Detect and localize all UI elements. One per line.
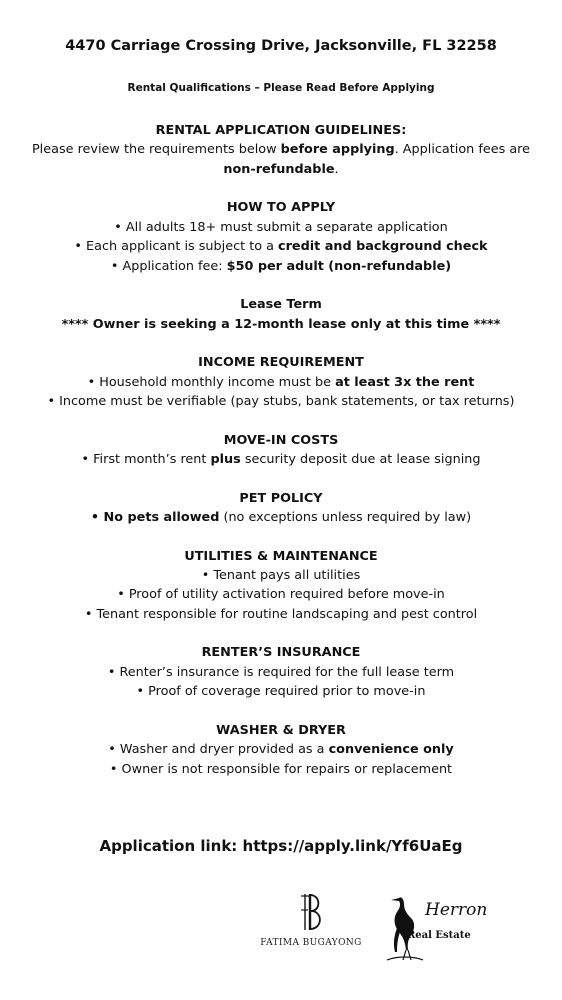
washer-dryer-item <box>14 740 548 759</box>
move-in-section <box>14 431 548 470</box>
requirements-content <box>14 121 548 798</box>
income-item: • Income must be verifiable (pay stubs, bank statements, or tax returns) <box>47 394 515 410</box>
utilities-heading: UTILITIES & MAINTENANCE <box>184 548 378 564</box>
brokerage-logo <box>385 892 495 964</box>
lease-term-note: **** Owner is seeking a 12-month lease only at this time **** <box>61 316 501 332</box>
insurance-item: • Renter’s insurance is required for the full lease term <box>107 664 455 680</box>
property-address: 4470 Carriage Crossing Drive, Jacksonville, FL 32258 <box>65 38 497 54</box>
agent-name: FATIMA BUGAYONG <box>260 938 362 948</box>
pet-policy-section <box>14 489 548 528</box>
insurance-item: • Proof of coverage required prior to move-in <box>136 684 426 700</box>
lease-term-heading: Lease Term <box>240 297 322 313</box>
guidelines-emphasis: before applying <box>280 142 395 158</box>
guidelines-heading: RENTAL APPLICATION GUIDELINES: <box>155 123 407 138</box>
move-in-heading: MOVE-IN COSTS <box>223 432 339 448</box>
item-emphasis: plus <box>210 452 241 468</box>
flyer-subtitle: Rental Qualifications – Please Read Before Applying <box>127 82 435 94</box>
washer-dryer-section <box>14 721 548 779</box>
how-to-apply-item <box>14 237 548 256</box>
utilities-item: • Tenant responsible for routine landscaping and pest control <box>84 606 478 622</box>
item-emphasis: at least 3x the rent <box>335 374 475 390</box>
insurance-heading: RENTER’S INSURANCE <box>201 645 361 661</box>
washer-dryer-item: • Owner is not responsible for repairs or replacement <box>109 761 453 777</box>
utilities-item: • Proof of utility activation required before move-in <box>117 587 445 603</box>
heron-bird-icon <box>385 892 425 962</box>
lease-term-section <box>14 295 548 334</box>
item-text: • Application fee: <box>110 258 227 274</box>
item-emphasis: convenience only <box>328 742 454 758</box>
item-text: • Washer and dryer provided as a <box>108 742 329 758</box>
item-text: • Household monthly income must be <box>87 374 336 390</box>
brokerage-script-name: Herron <box>425 900 488 920</box>
washer-dryer-heading: WASHER & DRYER <box>216 722 346 738</box>
item-emphasis: • No pets allowed <box>90 510 220 526</box>
fb-monogram-icon <box>299 892 325 932</box>
utilities-section <box>14 547 548 625</box>
pet-policy-heading: PET POLICY <box>239 490 323 506</box>
item-text: • First month’s rent <box>81 452 211 468</box>
guidelines-emphasis: non-refundable <box>223 161 335 177</box>
utilities-item: • Tenant pays all utilities <box>201 568 361 584</box>
guidelines-text <box>14 140 548 179</box>
how-to-apply-heading: HOW TO APPLY <box>226 200 336 216</box>
pet-policy-item <box>14 508 548 527</box>
income-item <box>14 373 548 392</box>
item-text: security deposit due at lease signing <box>240 452 481 468</box>
item-text: (no exceptions unless required by law) <box>219 510 472 526</box>
how-to-apply-item: • All adults 18+ must submit a separate application <box>114 219 448 235</box>
move-in-item <box>14 450 548 469</box>
item-emphasis: $50 per adult (non-refundable) <box>226 258 452 274</box>
application-link[interactable]: Application link: https://apply.link/Yf6UaEg <box>99 837 463 855</box>
agent-logo <box>255 890 367 960</box>
income-heading: INCOME REQUIREMENT <box>198 355 364 371</box>
how-to-apply-item <box>14 257 548 276</box>
item-text: • Each applicant is subject to a <box>74 239 279 255</box>
guidelines-section <box>14 121 548 179</box>
guidelines-text-part: Please review the requirements below <box>31 142 281 158</box>
guidelines-text-part: . <box>334 161 339 177</box>
item-emphasis: credit and background check <box>278 239 488 255</box>
income-section <box>14 353 548 411</box>
guidelines-text-part: . Application fees are <box>394 142 531 158</box>
how-to-apply-section <box>14 198 548 276</box>
insurance-section <box>14 643 548 701</box>
logo-row <box>0 890 562 970</box>
brokerage-subtitle: Real Estate <box>407 930 471 941</box>
